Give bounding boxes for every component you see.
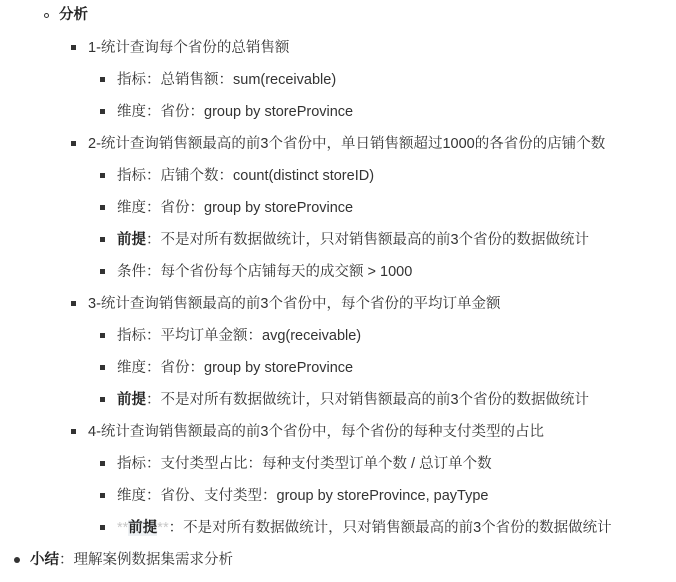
- sub-item: [117, 165, 374, 187]
- sub-item: [117, 357, 353, 379]
- bullet-square: [100, 109, 105, 114]
- sub-item-text: ：省份：group by storeProvince: [146, 200, 354, 216]
- sub-item: [117, 389, 589, 411]
- bullet-square: [100, 525, 105, 530]
- sub-item: [117, 101, 353, 123]
- sub-item-text: ：省份：group by storeProvince: [146, 360, 354, 376]
- bullet-square: [100, 365, 105, 370]
- sub-item-text: ：总销售额：sum(receivable): [146, 72, 337, 88]
- sub-item: [117, 485, 488, 507]
- bullet-square: [71, 141, 76, 146]
- sub-item-text: ：省份：group by storeProvince: [146, 104, 354, 120]
- sub-item-key: 前提: [128, 520, 158, 536]
- markdown-marker: **: [157, 520, 169, 536]
- sub-item-key: 指标: [117, 72, 146, 88]
- sub-item-key: 条件: [117, 264, 146, 280]
- sub-item: [117, 197, 353, 219]
- sub-item-text: ：不是对所有数据做统计，只对销售额最高的前3个省份的数据做统计: [146, 392, 590, 408]
- section-title: 分析: [59, 7, 88, 23]
- list-item-4: 4-统计查询销售额最高的前3个省份中，每个省份的每种支付类型的占比: [88, 424, 544, 440]
- sub-item-key: 维度: [117, 360, 146, 376]
- bullet-square: [100, 461, 105, 466]
- sub-item: [117, 229, 589, 251]
- sub-item-text: ：不是对所有数据做统计，只对销售额最高的前3个省份的数据做统计: [146, 232, 590, 248]
- sub-item-key: 前提: [117, 232, 146, 248]
- list-item-3: 3-统计查询销售额最高的前3个省份中，每个省份的平均订单金额: [88, 296, 501, 312]
- markdown-marker: **: [117, 520, 129, 536]
- bullet-square: [71, 45, 76, 50]
- list-item-1: 1-统计查询每个省份的总销售额: [88, 40, 290, 56]
- sub-item-key: 维度: [117, 488, 146, 504]
- sub-item-text: ：平均订单金额：avg(receivable): [146, 328, 362, 344]
- sub-item-text: ：店铺个数：count(distinct storeID): [146, 168, 375, 184]
- bullet-square: [100, 237, 105, 242]
- sub-item-text: ：省份、支付类型：group by storeProvince, payType: [146, 488, 489, 504]
- sub-item-text: ：支付类型占比：每种支付类型订单个数 / 总订单个数: [146, 456, 492, 472]
- bullet-square: [71, 301, 76, 306]
- bullet-square: [71, 429, 76, 434]
- summary-text: ：理解案例数据集需求分析: [59, 552, 233, 568]
- summary: [30, 549, 233, 571]
- bullet-square: [100, 493, 105, 498]
- bullet-disc: [14, 557, 20, 563]
- bullet-square: [100, 333, 105, 338]
- sub-item: [117, 517, 612, 539]
- sub-item-key: 指标: [117, 168, 146, 184]
- sub-item-text: ：不是对所有数据做统计，只对销售额最高的前3个省份的数据做统计: [168, 520, 612, 536]
- sub-item: [117, 261, 412, 283]
- sub-item-key: 指标: [117, 456, 146, 472]
- sub-item: [117, 453, 492, 475]
- sub-item-key: 指标: [117, 328, 146, 344]
- bullet-square: [100, 397, 105, 402]
- bullet-square: [100, 205, 105, 210]
- list-item-2: 2-统计查询销售额最高的前3个省份中，单日销售额超过1000的各省份的店铺个数: [88, 136, 606, 152]
- sub-item: [117, 69, 336, 91]
- sub-item-key: 维度: [117, 200, 146, 216]
- bullet-square: [100, 269, 105, 274]
- summary-key: 小结: [30, 552, 59, 568]
- bullet-circle: [44, 13, 49, 18]
- sub-item-key: 维度: [117, 104, 146, 120]
- bullet-square: [100, 173, 105, 178]
- bullet-square: [100, 77, 105, 82]
- sub-item-key: 前提: [117, 392, 146, 408]
- sub-item-text: ：每个省份每个店铺每天的成交额 > 1000: [146, 264, 413, 280]
- sub-item: [117, 325, 361, 347]
